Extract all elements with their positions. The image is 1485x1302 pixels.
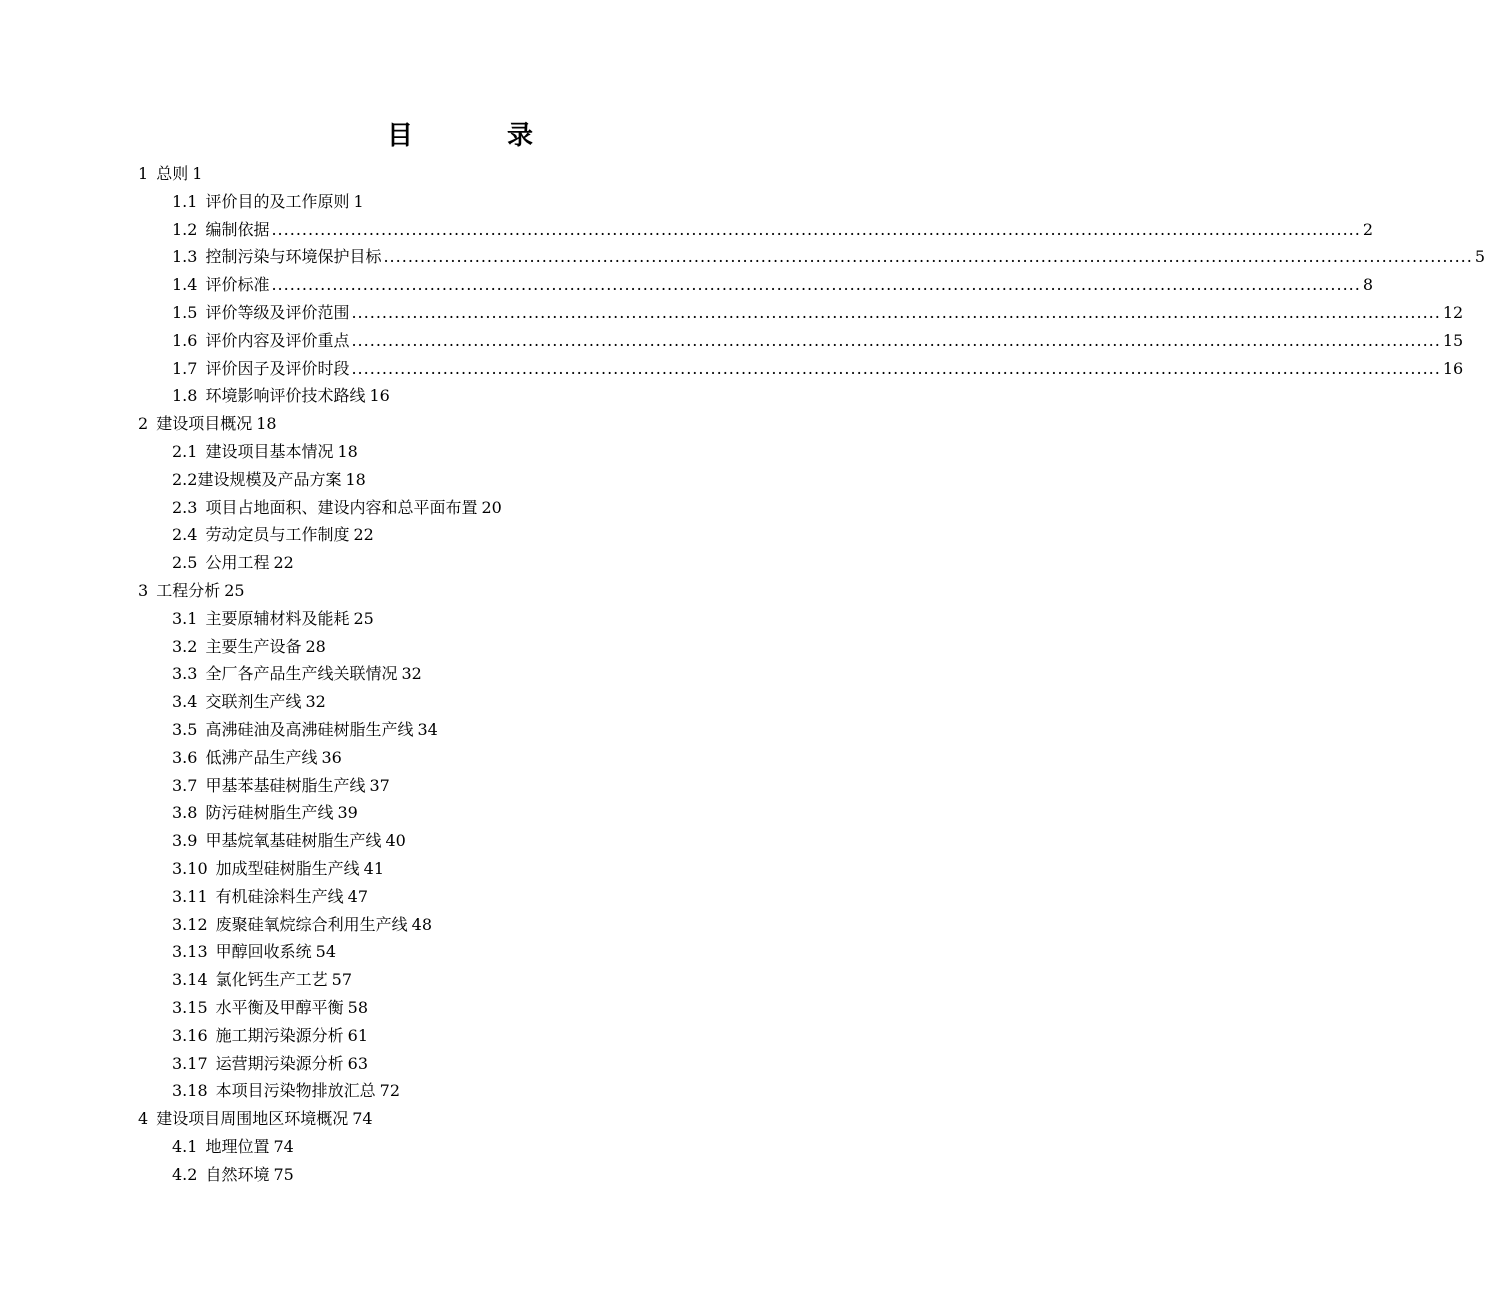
toc-entry-title: 建设项目周围地区环境概况 (156, 1109, 349, 1129)
toc-entry-number: 3.17 (172, 1053, 208, 1073)
toc-entry-number: 1.3 (172, 247, 198, 267)
toc-entry-number: 1.5 (172, 302, 198, 322)
dot-leader (271, 271, 1360, 299)
toc-entry[interactable] (0, 883, 920, 911)
toc-entry-number: 3.4 (172, 692, 198, 712)
toc-entry-page: 18 (256, 414, 277, 434)
toc-entry-page: 1 (353, 191, 364, 211)
toc-entry-page: 34 (417, 719, 438, 739)
toc-entry[interactable] (0, 716, 920, 744)
toc-entry-title: 本项目污染物排放汇总 (215, 1081, 376, 1101)
toc-entry-title: 交联剂生产线 (205, 692, 302, 712)
toc-entry-number: 3 (138, 580, 149, 600)
toc-entry-number: 4.2 (172, 1164, 198, 1184)
toc-entry-page: 54 (315, 942, 336, 962)
toc-entry-number: 3.12 (172, 914, 208, 934)
toc-entry-title: 编制依据 (205, 219, 270, 239)
toc-entry-number: 1.1 (172, 191, 198, 211)
toc-entry[interactable] (0, 605, 920, 633)
toc-entry[interactable] (0, 188, 920, 216)
toc-entry-page: 16 (1442, 358, 1464, 378)
toc-entry-title: 甲基苯基硅树脂生产线 (205, 775, 366, 795)
toc-entry-number: 3.8 (172, 803, 198, 823)
toc-entry-page: 22 (353, 525, 374, 545)
toc-entry-page: 16 (369, 386, 390, 406)
toc-entry[interactable] (0, 1105, 920, 1133)
toc-entry[interactable] (0, 744, 920, 772)
toc-entry-number: 4.1 (172, 1136, 198, 1156)
toc-entry-number: 3.15 (172, 997, 208, 1017)
toc-entry-title: 全厂各产品生产线关联情况 (205, 664, 398, 684)
toc-entry-title: 运营期污染源分析 (215, 1053, 344, 1073)
toc-entry[interactable] (0, 438, 920, 466)
toc-entry-title: 加成型硅树脂生产线 (215, 858, 360, 878)
toc-entry[interactable] (0, 216, 1374, 244)
toc-entry[interactable] (0, 243, 1485, 271)
toc-entry-number: 3.18 (172, 1081, 208, 1101)
dot-leader (271, 216, 1360, 244)
toc-entry[interactable] (0, 160, 920, 188)
toc-entry-number: 1.7 (172, 358, 198, 378)
toc-entry-number: 3.10 (172, 858, 208, 878)
toc-entry-title: 主要原辅材料及能耗 (205, 608, 350, 628)
toc-entry[interactable] (0, 1022, 920, 1050)
toc-entry-number: 2.3 (172, 497, 198, 517)
toc-entry-title: 公用工程 (205, 553, 270, 573)
dot-leader (351, 299, 1440, 327)
toc-entry-page: 20 (481, 497, 502, 517)
toc-entry-page: 18 (345, 469, 366, 489)
toc-entry[interactable] (0, 938, 920, 966)
toc-entry-title: 高沸硅油及高沸硅树脂生产线 (205, 719, 414, 739)
toc-entry-page: 74 (273, 1136, 294, 1156)
toc-entry-page: 8 (1362, 275, 1374, 295)
dot-leader (383, 243, 1472, 271)
toc-entry[interactable] (0, 577, 920, 605)
toc-entry-title: 建设规模及产品方案 (197, 469, 342, 489)
toc-entry-title: 控制污染与环境保护目标 (205, 247, 382, 267)
toc-entry-number: 3.11 (172, 886, 208, 906)
toc-entry-number: 1 (138, 164, 149, 183)
toc-entry-page: 72 (379, 1081, 400, 1101)
toc-entry-number: 4 (138, 1109, 149, 1129)
toc-entry[interactable] (0, 355, 1464, 383)
toc-entry-page: 32 (305, 692, 326, 712)
toc-entry-page: 74 (352, 1109, 373, 1129)
toc-entry-page: 5 (1474, 247, 1485, 267)
toc-entry[interactable] (0, 911, 920, 939)
toc-entry-number: 3.13 (172, 942, 208, 962)
toc-entry[interactable] (0, 772, 920, 800)
toc-entry-number: 3.7 (172, 775, 198, 795)
toc-entry-page: 40 (385, 831, 406, 851)
toc-entry-number: 3.1 (172, 608, 198, 628)
toc-entry-number: 1.8 (172, 386, 198, 406)
table-of-contents (0, 160, 1485, 1188)
toc-entry-title: 建设项目基本情况 (205, 441, 334, 461)
toc-entry-number: 2.2 (172, 469, 198, 489)
toc-entry-page: 25 (353, 608, 374, 628)
toc-entry-number: 2.4 (172, 525, 198, 545)
toc-entry[interactable] (0, 1161, 920, 1189)
toc-entry[interactable] (0, 299, 1464, 327)
toc-entry-title: 主要生产设备 (205, 636, 302, 656)
toc-entry-page: 58 (347, 997, 368, 1017)
toc-entry-page: 57 (331, 970, 352, 990)
toc-entry-number: 3.5 (172, 719, 198, 739)
toc-entry-page: 39 (337, 803, 358, 823)
toc-entry-page: 2 (1362, 219, 1374, 239)
toc-entry-title: 总则 (156, 164, 189, 183)
toc-entry-number: 2.5 (172, 553, 198, 573)
toc-entry-number: 1.2 (172, 219, 198, 239)
toc-entry-page: 15 (1442, 330, 1464, 350)
toc-entry-number: 3.16 (172, 1025, 208, 1045)
toc-entry[interactable] (0, 271, 1374, 299)
toc-entry-number: 1.6 (172, 330, 198, 350)
toc-entry[interactable] (0, 1077, 920, 1105)
toc-entry-number: 3.6 (172, 747, 198, 767)
toc-entry[interactable] (0, 549, 920, 577)
toc-entry-page: 18 (337, 441, 358, 461)
toc-entry-title: 防污硅树脂生产线 (205, 803, 334, 823)
toc-entry-page: 12 (1442, 302, 1464, 322)
toc-entry-title: 水平衡及甲醇平衡 (215, 997, 344, 1017)
toc-entry-title: 工程分析 (156, 580, 221, 600)
toc-entry-page: 75 (273, 1164, 294, 1184)
toc-entry-title: 评价等级及评价范围 (205, 302, 350, 322)
toc-entry-title: 评价内容及评价重点 (205, 330, 350, 350)
toc-entry[interactable] (0, 410, 920, 438)
toc-entry-page: 47 (347, 886, 368, 906)
toc-entry-number: 1.4 (172, 275, 198, 295)
toc-entry-page: 28 (305, 636, 326, 656)
toc-entry-title: 评价因子及评价时段 (205, 358, 350, 378)
toc-entry-page: 41 (363, 858, 384, 878)
toc-entry-title: 劳动定员与工作制度 (205, 525, 350, 545)
toc-entry-page: 48 (411, 914, 432, 934)
toc-entry-title: 甲基烷氧基硅树脂生产线 (205, 831, 382, 851)
toc-entry[interactable] (0, 521, 920, 549)
toc-entry[interactable] (0, 1133, 920, 1161)
toc-entry-title: 氯化钙生产工艺 (215, 970, 328, 990)
toc-entry-page: 61 (347, 1025, 368, 1045)
toc-entry-title: 低沸产品生产线 (205, 747, 318, 767)
toc-entry-page: 25 (224, 580, 245, 600)
toc-entry[interactable] (0, 382, 920, 410)
toc-entry-title: 自然环境 (205, 1164, 270, 1184)
toc-entry-page: 22 (273, 553, 294, 573)
toc-entry-page: 63 (347, 1053, 368, 1073)
toc-entry[interactable] (0, 327, 1464, 355)
toc-entry[interactable] (0, 855, 920, 883)
toc-entry-number: 3.9 (172, 831, 198, 851)
toc-entry-title: 施工期污染源分析 (215, 1025, 344, 1045)
toc-entry-page: 37 (369, 775, 390, 795)
toc-entry-title: 有机硅涂料生产线 (215, 886, 344, 906)
toc-entry-number: 2 (138, 414, 149, 434)
page-title: 目 录 (386, 121, 567, 151)
toc-entry-number: 3.14 (172, 970, 208, 990)
toc-entry-title: 甲醇回收系统 (215, 942, 312, 962)
toc-entry-number: 3.2 (172, 636, 198, 656)
toc-entry[interactable] (0, 633, 920, 661)
toc-entry[interactable] (0, 466, 920, 494)
dot-leader (351, 355, 1440, 383)
toc-entry-title: 评价标准 (205, 275, 270, 295)
toc-entry[interactable] (0, 966, 920, 994)
toc-entry[interactable] (0, 1050, 920, 1078)
toc-entry[interactable] (0, 799, 920, 827)
toc-entry-title: 废聚硅氧烷综合利用生产线 (215, 914, 408, 934)
toc-entry-page: 1 (192, 164, 203, 183)
toc-entry-title: 建设项目概况 (156, 414, 253, 434)
toc-entry-title: 环境影响评价技术路线 (205, 386, 366, 406)
toc-entry-title: 项目占地面积、建设内容和总平面布置 (205, 497, 478, 517)
toc-entry[interactable] (0, 827, 920, 855)
toc-entry-number: 2.1 (172, 441, 198, 461)
toc-entry[interactable] (0, 660, 920, 688)
toc-entry-number: 3.3 (172, 664, 198, 684)
dot-leader (351, 327, 1440, 355)
toc-entry-title: 地理位置 (205, 1136, 270, 1156)
toc-entry[interactable] (0, 994, 920, 1022)
toc-entry[interactable] (0, 494, 920, 522)
toc-entry-page: 36 (321, 747, 342, 767)
toc-entry-title: 评价目的及工作原则 (205, 191, 350, 211)
toc-entry[interactable] (0, 688, 920, 716)
toc-entry-page: 32 (401, 664, 422, 684)
